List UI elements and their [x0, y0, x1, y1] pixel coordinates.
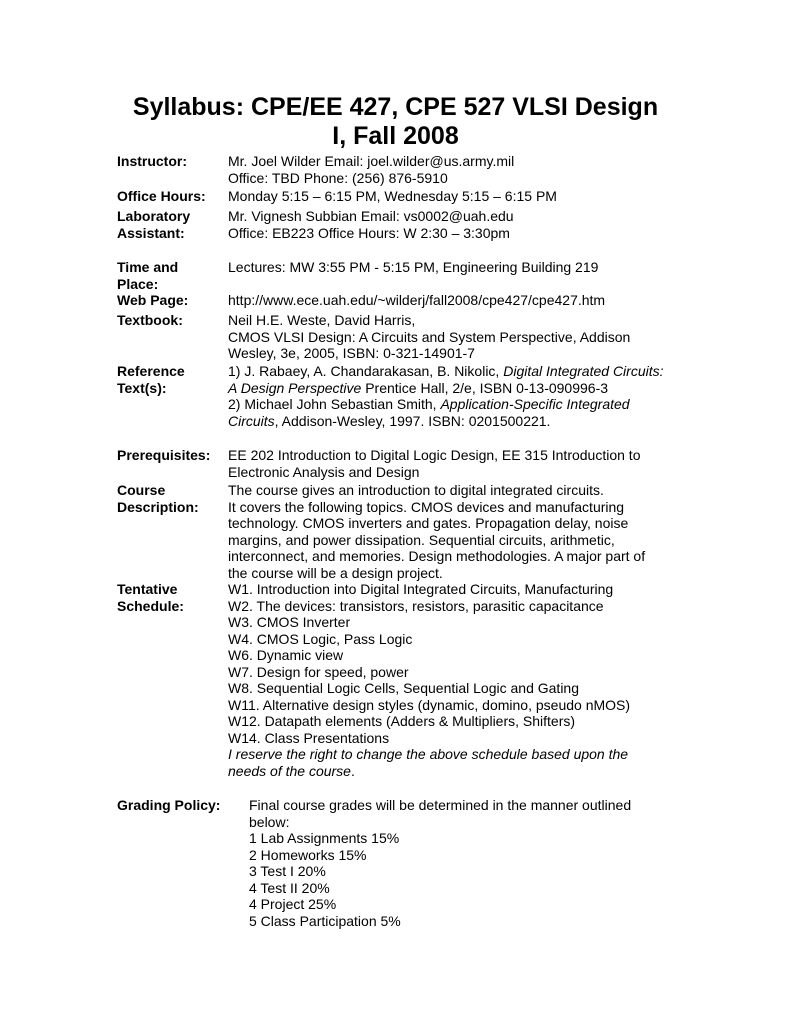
schedule-item: W12. Datapath elements (Adders & Multipliers, Shifters) [228, 713, 576, 729]
reference-1-publisher: Prentice Hall, 2/e, ISBN 0-13-090996-3 [361, 379, 609, 396]
reference-1-subtitle: A Design Perspective [228, 379, 362, 396]
grading-item: 2 Homeworks 15% [249, 846, 367, 863]
instructor-label-text: Instructor: [117, 153, 187, 169]
schedule-note-line-2 [228, 763, 698, 780]
instructor-line-1: Mr. Joel Wilder Email: joel.wilder@us.army.mil [228, 153, 515, 169]
reference-label-2: Text(s): [117, 379, 167, 396]
schedule-label [117, 581, 184, 614]
prerequisites-label [117, 447, 210, 464]
title-line-1: Syllabus: CPE/EE 427, CPE 527 VLSI Design [132, 93, 659, 121]
time-place-label-2: Place: [117, 275, 159, 292]
lab-assistant-label [117, 208, 190, 241]
schedule-item: W2. The devices: transistors, resistors, parasitic capacitance [228, 597, 604, 614]
schedule-label-2: Schedule: [117, 597, 184, 614]
description-details [228, 482, 698, 581]
schedule-item: W4. CMOS Logic, Pass Logic [228, 630, 413, 647]
schedule-item: W8. Sequential Logic Cells, Sequential Logic and Gating [228, 680, 579, 696]
grading-item: 4 Test II 20% [249, 879, 330, 896]
reference-1-title: Digital Integrated Circuits: [503, 363, 664, 379]
schedule-note-2: needs of the course [228, 762, 351, 779]
reference-label-1: Reference [117, 363, 185, 379]
reference-2-publisher: , Addison-Wesley, 1997. ISBN: 0201500221. [274, 412, 551, 429]
prerequisites-line-1: EE 202 Introduction to Digital Logic Design, EE 315 Introduction to [228, 447, 641, 463]
reference-2-line-1 [228, 396, 698, 413]
instructor-label [117, 153, 187, 170]
grading-intro-1: Final course grades will be determined in the manner outlined [249, 797, 632, 813]
prerequisites-label-text: Prerequisites: [117, 447, 211, 463]
web-page-details [228, 292, 698, 309]
reference-details [228, 363, 698, 429]
description-label [117, 482, 199, 515]
grading-intro-2: below: [249, 813, 290, 830]
grading-label-text: Grading Policy: [117, 797, 221, 813]
schedule-item: W11. Alternative design styles (dynamic, domino, pseudo nMOS) [228, 696, 631, 713]
office-hours-details [228, 188, 698, 205]
instructor-line-2: Office: TBD Phone: (256) 876-5910 [228, 169, 448, 186]
web-page-label [117, 292, 188, 309]
schedule-item: W14. Class Presentations [228, 729, 390, 746]
description-line: It covers the following topics. CMOS devices and manufacturing [228, 498, 625, 515]
schedule-label-1: Tentative [117, 581, 178, 597]
reference-1-line-1 [228, 363, 698, 380]
schedule-item: W7. Design for speed, power [228, 663, 409, 680]
description-line: the course will be a design project. [228, 564, 443, 581]
reference-1-line-2 [228, 380, 698, 397]
grading-label [117, 797, 220, 814]
page-title [90, 93, 701, 151]
reference-2-author: 2) Michael John Sebastian Smith, [228, 396, 441, 412]
schedule-item: W3. CMOS Inverter [228, 614, 351, 630]
web-page-label-text: Web Page: [117, 292, 189, 308]
grading-item: 3 Test I 20% [249, 863, 326, 879]
office-hours-label [117, 188, 206, 205]
lab-assistant-label-2: Assistant: [117, 224, 185, 241]
textbook-line-2: CMOS VLSI Design: A Circuits and System Perspective, Addison [228, 328, 631, 345]
time-place-label [117, 259, 178, 292]
textbook-line-1: Neil H.E. Weste, David Harris, [228, 312, 416, 328]
schedule-item: W1. Introduction into Digital Integrated Circuits, Manufacturing [228, 581, 614, 597]
schedule-note-1: I reserve the right to change the above schedule based upon the [228, 746, 629, 762]
description-line: margins, and power dissipation. Sequential circuits, arithmetic, [228, 531, 615, 548]
description-label-1: Course [117, 482, 166, 498]
lab-assistant-label-1: Laboratory [117, 208, 191, 224]
lab-assistant-line-2: Office: EB223 Office Hours: W 2:30 – 3:30pm [228, 224, 510, 241]
schedule-item: W6. Dynamic view [228, 647, 344, 663]
description-line: technology. CMOS inverters and gates. Propagation delay, noise [228, 515, 629, 531]
lab-assistant-details [228, 208, 698, 241]
reference-2-line-2 [228, 413, 698, 430]
time-place-line-1: Lectures: MW 3:55 PM - 5:15 PM, Engineering Building 219 [228, 259, 599, 275]
reference-1-authors: 1) J. Rabaey, A. Chandarakasan, B. Nikolic, [228, 363, 504, 379]
office-hours-label-text: Office Hours: [117, 188, 206, 204]
reference-2-title: Application-Specific Integrated [440, 396, 630, 412]
grading-item: 5 Class Participation 5% [249, 912, 401, 929]
description-line: The course gives an introduction to digital integrated circuits. [228, 482, 604, 498]
prerequisites-line-2: Electronic Analysis and Design [228, 463, 420, 480]
textbook-label [117, 312, 183, 329]
time-place-label-1: Time and [117, 259, 179, 275]
web-page-url: http://www.ece.uah.edu/~wilderj/fall2008/cpe427/cpe427.htm [228, 292, 606, 308]
office-hours-line-1: Monday 5:15 – 6:15 PM, Wednesday 5:15 – 6:15 PM [228, 188, 557, 204]
reference-label [117, 363, 185, 396]
textbook-line-3: Wesley, 3e, 2005, ISBN: 0-321-14901-7 [228, 345, 475, 361]
grading-item: 4 Project 25% [249, 896, 337, 912]
reference-2-title-end: Circuits [228, 412, 275, 429]
time-place-details [228, 259, 698, 276]
schedule-note-line-1 [228, 746, 698, 763]
instructor-details [228, 153, 698, 186]
grading-details [249, 797, 719, 929]
description-label-2: Description: [117, 498, 199, 515]
textbook-label-text: Textbook: [117, 312, 183, 328]
lab-assistant-line-1: Mr. Vignesh Subbian Email: vs0002@uah.edu [228, 208, 514, 224]
description-line: interconnect, and memories. Design methodologies. A major part of [228, 548, 646, 564]
schedule-details [228, 581, 698, 779]
textbook-details [228, 312, 698, 362]
grading-item: 1 Lab Assignments 15% [249, 830, 400, 846]
schedule-note-period: . [350, 762, 355, 779]
prerequisites-details [228, 447, 698, 480]
title-line-2: I, Fall 2008 [332, 122, 459, 150]
